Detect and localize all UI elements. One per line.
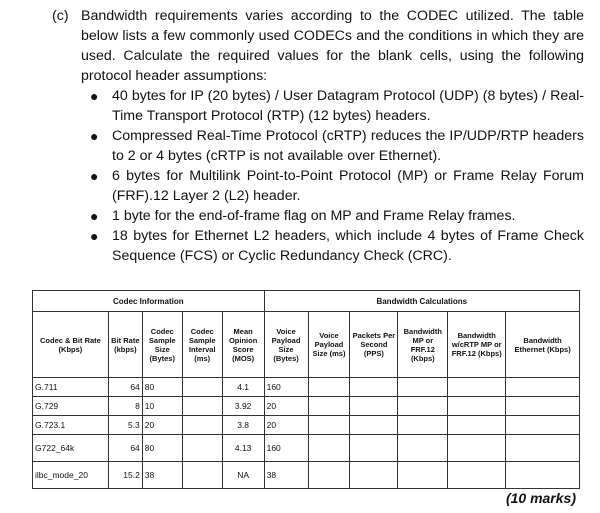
bandwidth-table	[32, 290, 580, 489]
blank-cell	[448, 435, 506, 462]
bandwidth-calculations-header: Bandwidth Calculations	[264, 291, 579, 312]
blank-cell	[448, 416, 506, 435]
assumption-text: 40 bytes for IP (20 bytes) / User Datagram Protocol (UDP) (8 bytes) / Real-Time Transport Protocol (RTP) (12 bytes) headers.	[112, 88, 584, 124]
assumption-text: Compressed Real-Time Protocol (cRTP) reduces the IP/UDP/RTP headers to 2 or 4 bytes (cRTP is not available over Ethernet).	[112, 128, 584, 164]
blank-cell	[350, 435, 398, 462]
sample-size-cell: 80	[142, 435, 182, 462]
blank-cell	[398, 378, 448, 397]
question-intro-text: Bandwidth requirements varies according to the CODEC utilized. The table below lists a few commonly used CODECs and the conditions in which they are used. Calculate the required values for the blank cells, using the following protocol header assumptions:	[81, 8, 584, 84]
mos-cell: NA	[222, 462, 264, 489]
assumption-item	[90, 126, 584, 166]
column-header: Voice Payload Size (ms)	[308, 312, 350, 378]
bullet-icon: ●	[90, 128, 99, 144]
blank-cell	[448, 397, 506, 416]
assumption-item	[90, 226, 584, 266]
table-group-header	[33, 291, 580, 312]
blank-cell	[308, 378, 350, 397]
sample-size-cell: 10	[142, 397, 182, 416]
blank-cell	[308, 435, 350, 462]
blank-cell	[398, 416, 448, 435]
sample-size-cell: 80	[142, 378, 182, 397]
blank-cell	[506, 462, 580, 489]
table-row	[33, 462, 580, 489]
blank-cell	[308, 397, 350, 416]
codec-name-cell: G.711	[33, 378, 109, 397]
blank-cell	[350, 378, 398, 397]
blank-cell	[506, 435, 580, 462]
codec-name-cell: ilbc_mode_20	[33, 462, 109, 489]
codec-name-cell: G722_64k	[33, 435, 109, 462]
column-header: Voice Payload Size (Bytes)	[264, 312, 308, 378]
bullet-icon: ●	[90, 168, 99, 184]
sample-size-cell: 38	[142, 462, 182, 489]
sample-interval-cell	[182, 378, 222, 397]
sample-interval-cell	[182, 462, 222, 489]
assumption-text: 1 byte for the end-of-frame flag on MP and Frame Relay frames.	[112, 208, 516, 224]
column-header: Bit Rate (kbps)	[108, 312, 142, 378]
table-row	[33, 397, 580, 416]
codec-name-cell: G.723.1	[33, 416, 109, 435]
column-header: Codec Sample Interval (ms)	[182, 312, 222, 378]
blank-cell	[448, 378, 506, 397]
payload-bytes-cell: 20	[264, 416, 308, 435]
sample-interval-cell	[182, 435, 222, 462]
bit-rate-cell: 8	[108, 397, 142, 416]
blank-cell	[506, 416, 580, 435]
sample-interval-cell	[182, 397, 222, 416]
bit-rate-cell: 15.2	[108, 462, 142, 489]
table-row	[33, 378, 580, 397]
column-header: Bandwidth w/cRTP MP or FRF.12 (Kbps)	[448, 312, 506, 378]
bullet-icon: ●	[90, 208, 99, 224]
table-row	[33, 416, 580, 435]
column-header: Codec Sample Size (Bytes)	[142, 312, 182, 378]
blank-cell	[308, 416, 350, 435]
payload-bytes-cell: 38	[264, 462, 308, 489]
blank-cell	[448, 462, 506, 489]
sample-size-cell: 20	[142, 416, 182, 435]
payload-bytes-cell: 160	[264, 435, 308, 462]
question-intro	[52, 6, 584, 86]
assumption-text: 6 bytes for Multilink Point-to-Point Protocol (MP) or Frame Relay Forum (FRF).12 Layer 2 (L2) header.	[112, 168, 584, 204]
column-header: Packets Per Second (PPS)	[350, 312, 398, 378]
table-row	[33, 435, 580, 462]
bit-rate-cell: 64	[108, 435, 142, 462]
codec-name-cell: G.729	[33, 397, 109, 416]
mos-cell: 3.8	[222, 416, 264, 435]
payload-bytes-cell: 160	[264, 378, 308, 397]
assumption-item	[90, 166, 584, 206]
bullet-icon: ●	[90, 228, 99, 244]
blank-cell	[350, 462, 398, 489]
payload-bytes-cell: 20	[264, 397, 308, 416]
column-header: Bandwidth Ethernet (Kbps)	[506, 312, 580, 378]
bit-rate-cell: 64	[108, 378, 142, 397]
bullet-icon: ●	[90, 88, 99, 104]
marks-label: (10 marks)	[505, 490, 576, 506]
assumption-item	[90, 86, 584, 126]
blank-cell	[350, 397, 398, 416]
blank-cell	[506, 378, 580, 397]
mos-cell: 4.1	[222, 378, 264, 397]
blank-cell	[398, 397, 448, 416]
blank-cell	[350, 416, 398, 435]
column-header: Mean Opinion Score (MOS)	[222, 312, 264, 378]
mos-cell: 4.13	[222, 435, 264, 462]
blank-cell	[398, 435, 448, 462]
assumption-item	[90, 206, 584, 226]
blank-cell	[308, 462, 350, 489]
column-header: Bandwidth MP or FRF.12 (Kbps)	[398, 312, 448, 378]
bit-rate-cell: 5.3	[108, 416, 142, 435]
column-header: Codec & Bit Rate (Kbps)	[33, 312, 109, 378]
blank-cell	[506, 397, 580, 416]
codec-information-header: Codec Information	[33, 291, 265, 312]
mos-cell: 3.92	[222, 397, 264, 416]
table-column-header	[33, 312, 580, 378]
sample-interval-cell	[182, 416, 222, 435]
assumption-list	[52, 86, 584, 266]
assumption-text: 18 bytes for Ethernet L2 headers, which include 4 bytes of Frame Check Sequence (FCS) or Cyclic Redundancy Check (CRC).	[112, 228, 584, 264]
question-block	[52, 6, 584, 266]
question-number: (c)	[52, 8, 69, 24]
blank-cell	[398, 462, 448, 489]
